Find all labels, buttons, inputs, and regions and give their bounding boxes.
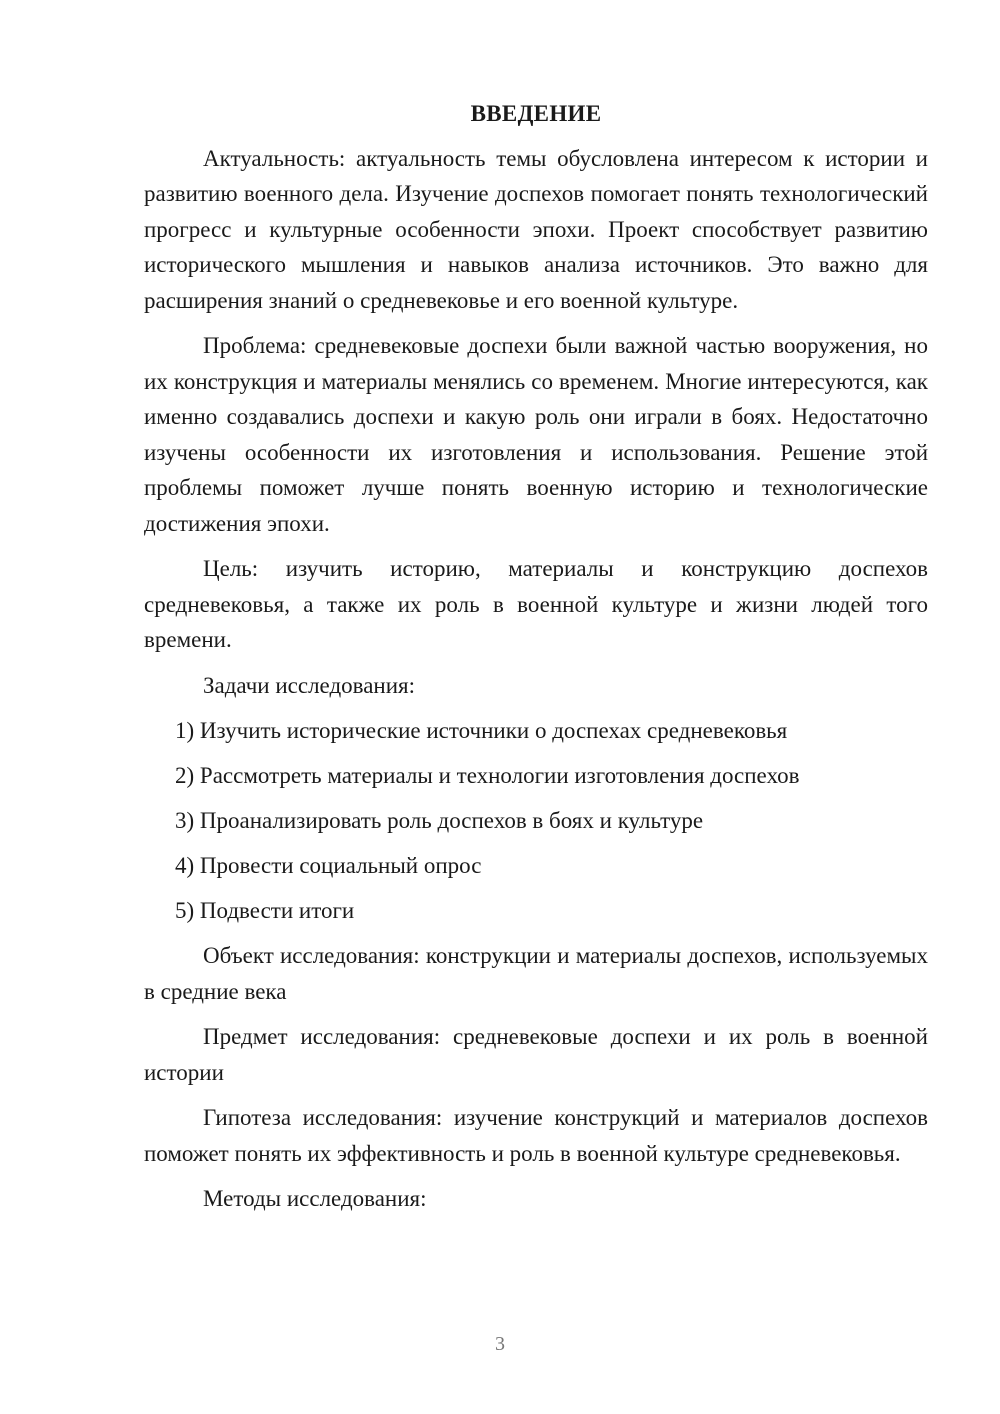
hypothesis-paragraph: Гипотеза исследования: изучение конструкций и материалов доспехов поможет понять их эффективность и роль в военной культуре средневековья. (144, 1105, 928, 1166)
methods-label: Методы исследования: (203, 1186, 427, 1211)
tasks-list (144, 713, 928, 929)
tasks-label: Задачи исследования: (203, 672, 416, 698)
problem-paragraph: Проблема: средневековые доспехи были важной частью вооружения, но их конструкция и материалы менялись со временем. Многие интересуются, как именно создавались доспехи и какую роль они играли в боях. Недостаточно изучены особенности их изготовления и использования. Решение этой проблемы поможет лучше понять военную историю и технологические достижения эпохи. (144, 333, 928, 536)
relevance-paragraph: Актуальность: актуальность темы обусловлена интересом к истории и развитию военного дела. Изучение доспехов помогает понять технологический прогресс и культурные особенности эпохи. Проект способствует развитию исторического мышления и навыков анализа источников. Это важно для расширения знаний о средневековье и его военной культуре. (144, 145, 928, 313)
goal-paragraph: Цель: изучить историю, материалы и конструкцию доспехов средневековья, а также их роль в военной культуре и жизни людей того времени. (144, 556, 928, 652)
list-item: 2) Рассмотреть материалы и технологии изготовления доспехов (175, 763, 800, 788)
subject-paragraph: Предмет исследования: средневековые доспехи и их роль в военной истории (144, 1024, 928, 1085)
page-title: ВВЕДЕНИЕ (470, 101, 602, 126)
object-paragraph: Объект исследования: конструкции и материалы доспехов, используемых в средние века (144, 943, 928, 1004)
list-item: 1) Изучить исторические источники о доспехах средневековья (175, 718, 788, 743)
document-page (144, 96, 928, 1227)
list-item: 3) Проанализировать роль доспехов в боях и культуре (175, 808, 704, 833)
list-item: 4) Провести социальный опрос (175, 853, 482, 878)
list-item: 5) Подвести итоги (175, 898, 355, 923)
page-number: 3 (495, 1333, 505, 1355)
